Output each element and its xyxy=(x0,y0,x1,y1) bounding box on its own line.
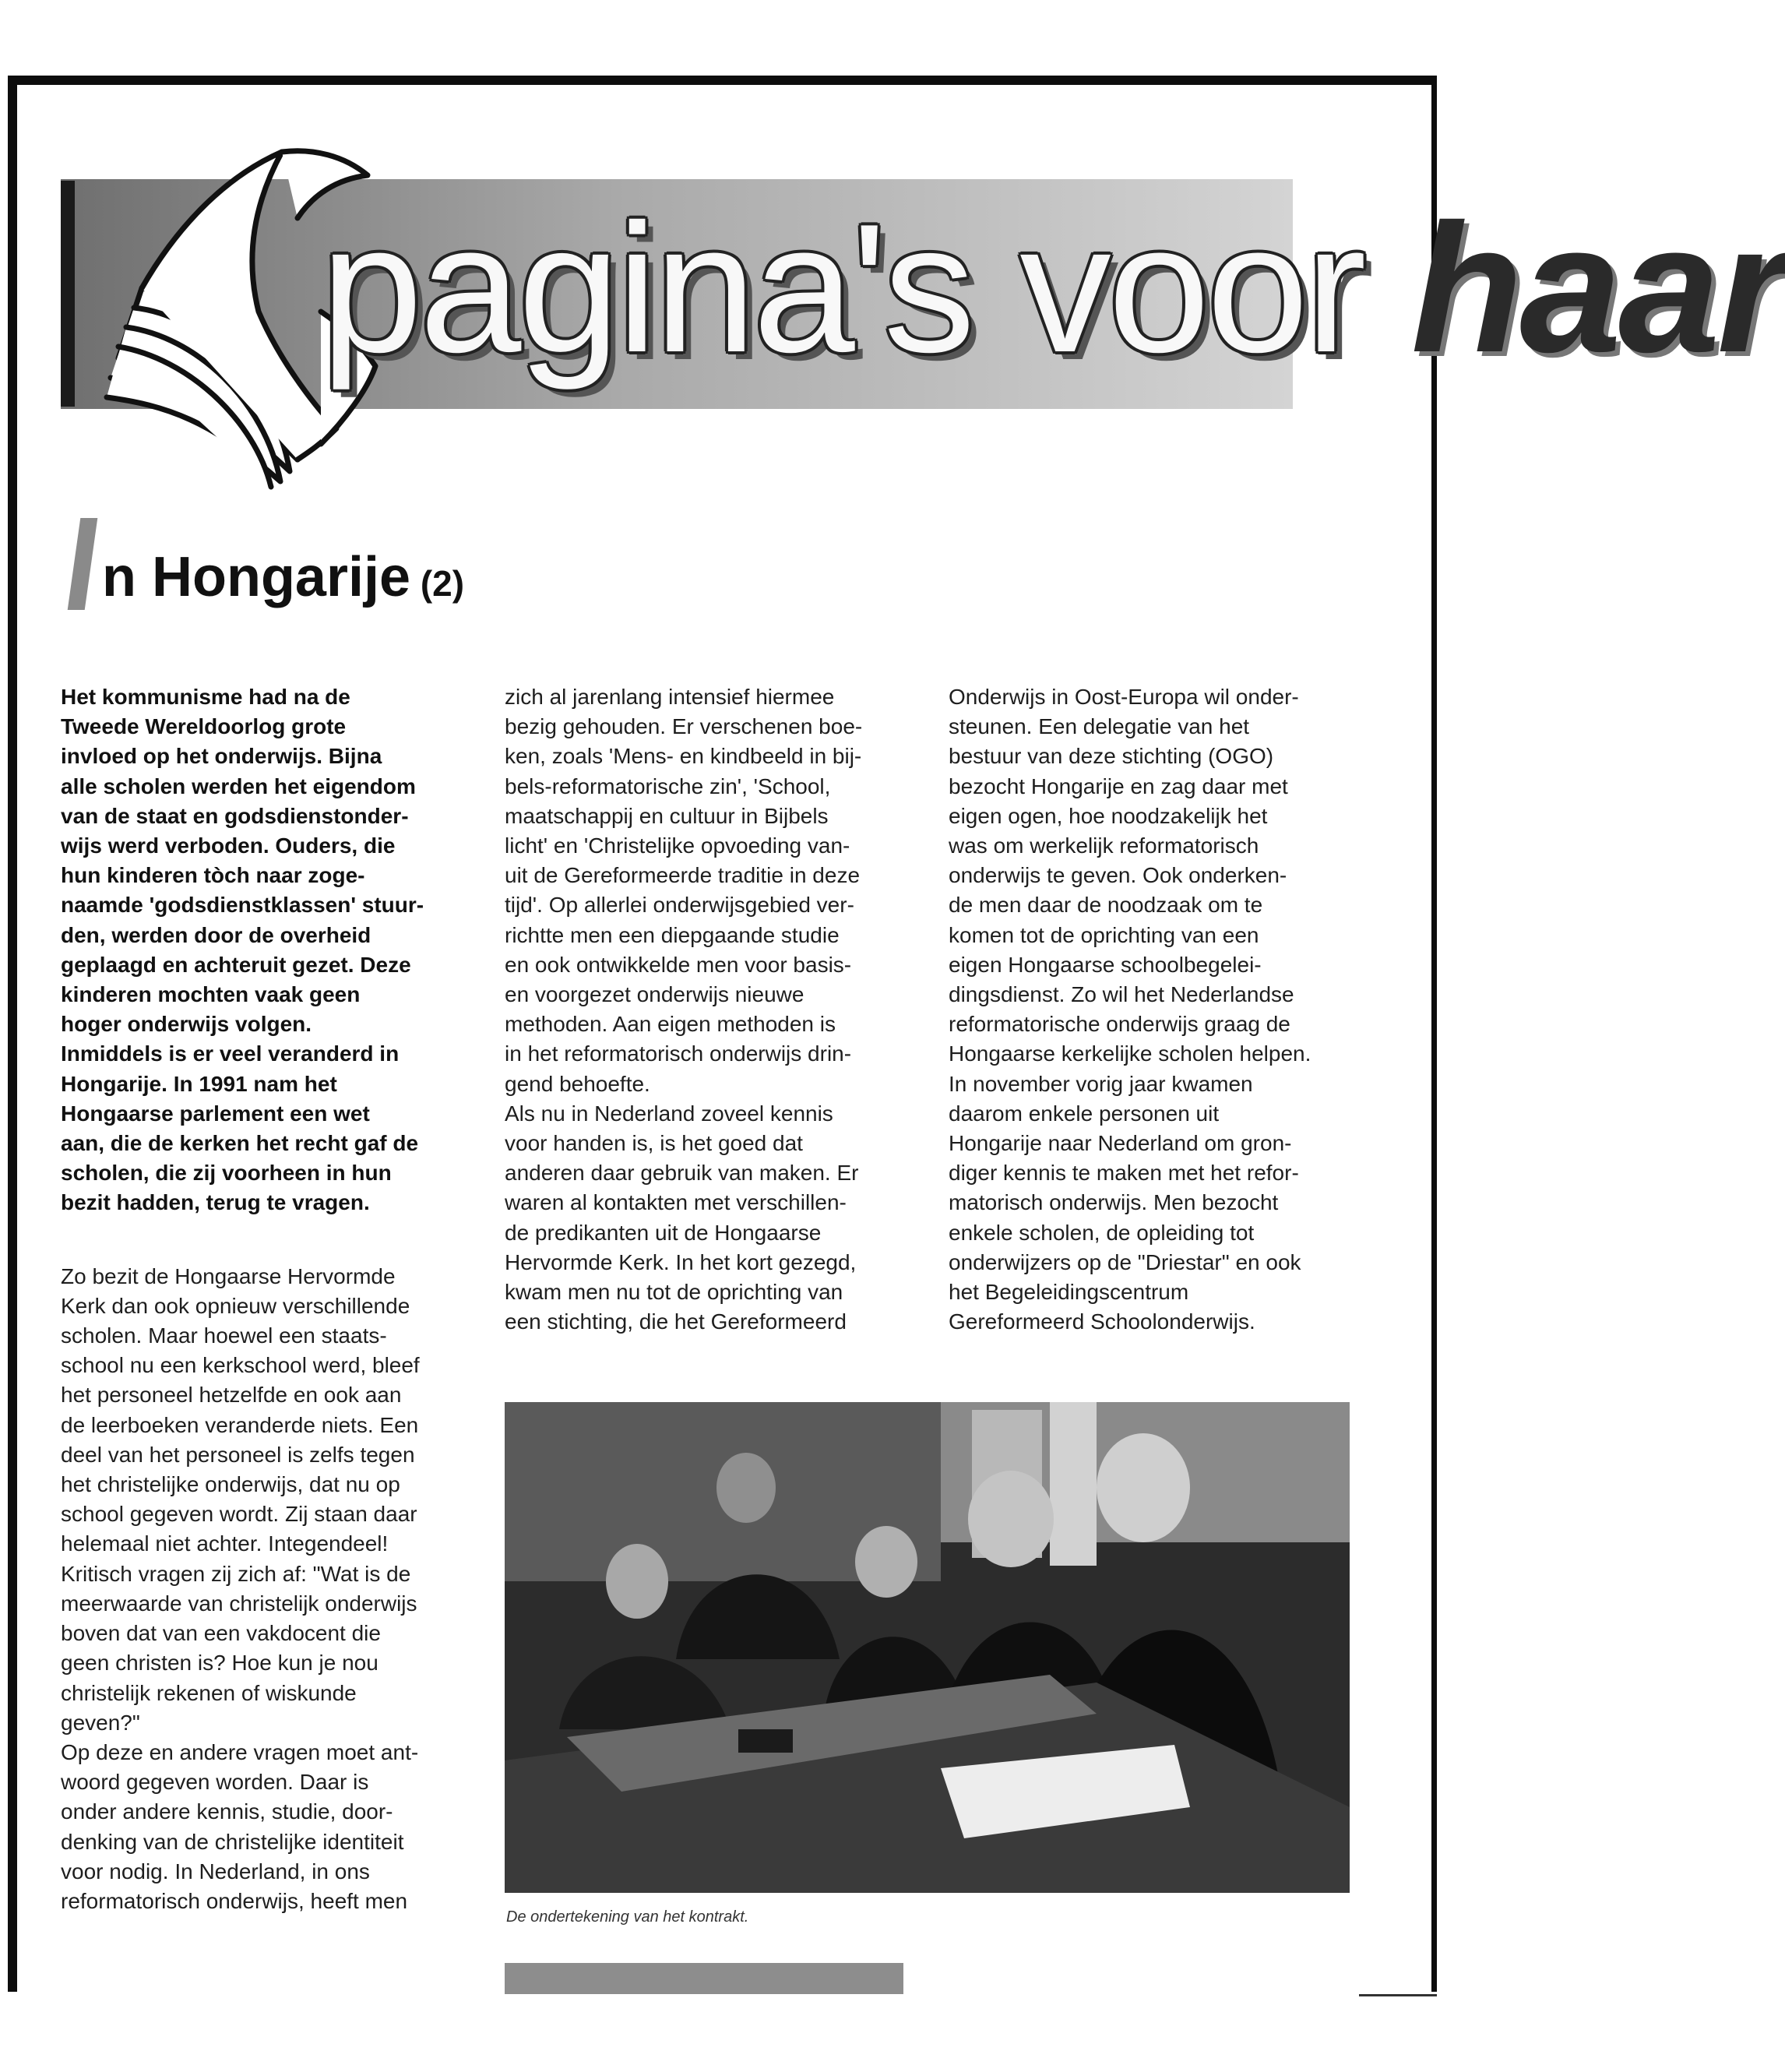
article-title-suffix: (2) xyxy=(410,563,465,604)
text-column-1 xyxy=(61,682,481,1916)
body-paragraph-2: zich al jarenlang intensief hiermee bezig gehouden. Er verschenen boe- ken, zoals 'Mens- en kindbeeld in bij- bels-reformatorische zin', 'School, maatschappij en cultuur in Bijbels licht' en 'Christelijke opvoeding van- uit de Gereformeerde traditie in deze tijd'. Op allerlei onderwijsgebied ver- richtte men een diepgaande studie en ook ontwikkelde men voor basis- en voorgezet onderwijs nieuwe methoden. Aan eigen methoden is in het reformatorisch onderwijs drin- gend behoefte. Als nu in Nederland zoveel kennis voor handen is, is het goed dat anderen daar gebruik van maken. Er waren al kontakten met verschillen- de predikanten uit de Hongaarse Hervormde Kerk. In het kort gezegd, kwam men nu tot de oprichting van een stichting, die het Gereformeerd xyxy=(505,685,863,1334)
header-banner-stripe xyxy=(61,181,75,407)
photo-illustration xyxy=(505,1402,1350,1893)
paragraph-gap xyxy=(61,1218,481,1262)
contract-signing-photo xyxy=(505,1402,1350,1893)
section-title-part1: pagina's voor xyxy=(321,185,1411,390)
footer-bar xyxy=(505,1963,903,1994)
body-paragraph-3: Onderwijs in Oost-Europa wil onder- steunen. Een delegatie van het bestuur van deze stichting (OGO) bezocht Hongarije en zag daar met eigen ogen, hoe noodzakelijk het was om werkelijk reformatorisch onderwijs te geven. Ook onderken- de men daar de noodzaak om te komen tot de oprichting van een eigen Hongaarse schoolbegelei- dingsdienst. Zo wil het Nederlandse reformatorische onderwijs graag de Hongaarse kerkelijke scholen helpen. In november vorig jaar kwamen daarom enkele personen uit Hongarije naar Nederland om gron- diger kennis te maken met het refor- matorisch onderwijs. Men bezocht enkele scholen, de opleiding tot onderwijzers op de "Driestar" en ook het Begeleidingscentrum Gereformeerd Schoolonderwijs. xyxy=(949,685,1311,1334)
section-title-part2: haar xyxy=(1410,185,1785,390)
title-initial-bar xyxy=(68,518,98,610)
intro-paragraph: Het kommunisme had na de Tweede Wereldoorlog grote invloed op het onderwijs. Bijna alle scholen werden het eigendom van de staat en godsdienstonder- wijs werd verboden. Ouders, die hun kinderen tòch naar zoge- naamde 'godsdienstklassen' stuur- den, werden door de overheid geplaagd en achteruit gezet. Deze kinderen mochten vaak geen hoger onderwijs volgen. Inmiddels is er veel veranderd in Hongarije. In 1991 nam het Hongaarse parlement een wet aan, die de kerken het recht gaf de scholen, die zij voorheen in hun bezit hadden, terug te vragen. xyxy=(61,685,424,1215)
footer-line xyxy=(1359,1994,1437,1996)
text-column-3 xyxy=(949,682,1385,1337)
article-title xyxy=(74,518,464,618)
page-border-left xyxy=(8,76,17,1992)
page-border-top xyxy=(8,76,1437,85)
article-title-text: n Hongarije xyxy=(102,546,411,608)
text-column-2 xyxy=(505,682,917,1337)
photo-caption: De ondertekening van het kontrakt. xyxy=(506,1908,749,1926)
body-paragraph-1: Zo bezit de Hongaarse Hervormde Kerk dan ook opnieuw verschillende scholen. Maar hoewel een staats- school nu een kerkschool werd, bleef het personeel hetzelfde en ook aan de leerboeken veranderde niets. Een deel van het personeel is zelfs tegen het christelijke onderwijs, dat nu op school gegeven wordt. Zij staan daar helemaal niet achter. Integendeel! Kritisch vragen zij zich af: "Wat is de meerwaarde van christelijk onderwijs boven dat van een vakdocent die geen christen is? Hoe kun je nou christelijk rekenen of wiskunde geven?" Op deze en andere vragen moet ant- woord gegeven worden. Daar is onder andere kennis, studie, door- denking van de christelijke identiteit voor nodig. In Nederland, in ons reformatorisch onderwijs, heeft men xyxy=(61,1263,420,1913)
section-title xyxy=(321,185,1785,390)
